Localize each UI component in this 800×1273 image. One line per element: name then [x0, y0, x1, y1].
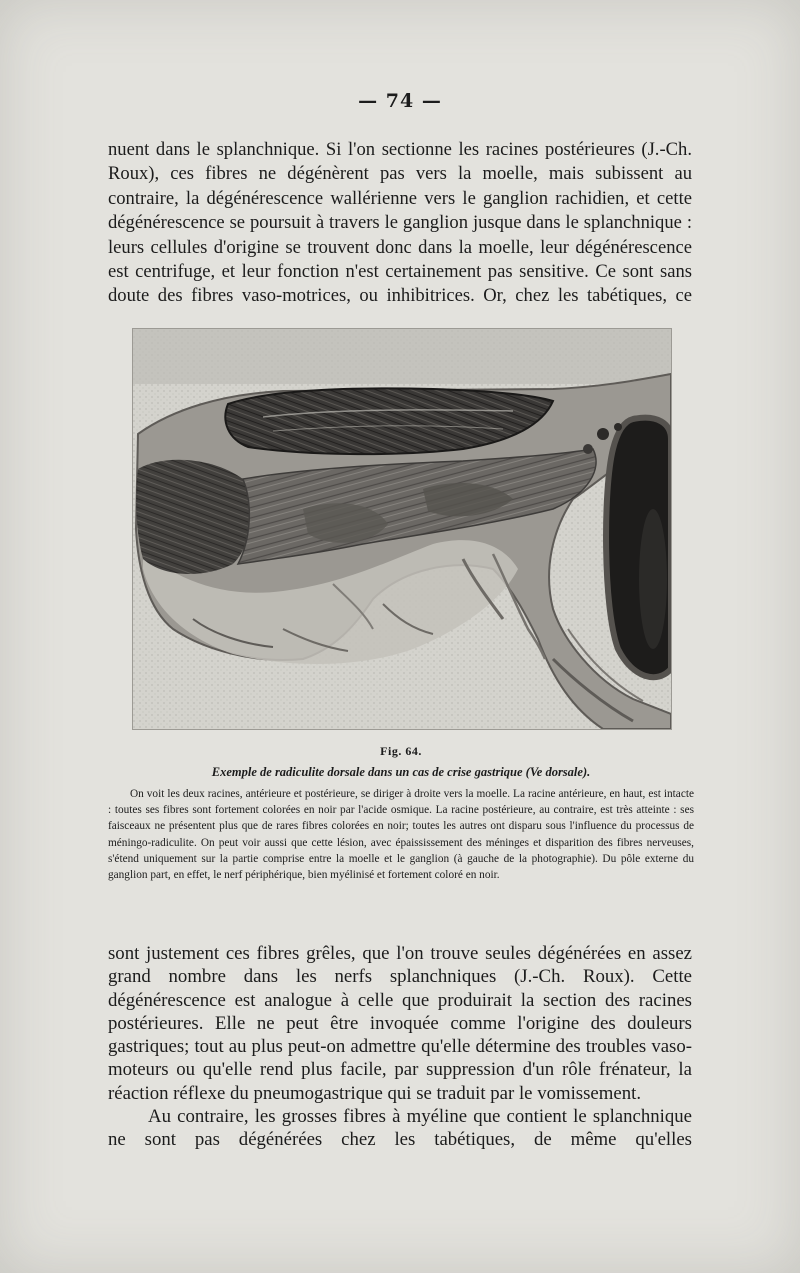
figure-caption	[108, 744, 694, 883]
figure-title: Exemple de radiculite dorsale dans un cas de crise gastrique (Ve dorsale).	[211, 765, 591, 779]
top-paragraph: nuent dans le splanchnique. Si l'on sectionne les racines postérieures (J.-Ch. Roux), ces fibres ne dégénèrent pas vers la moelle, mais subissent au contraire, la dégénérescence wallérienne vers le ganglion rachidien, et cette dégénérescence se poursuit à travers le ganglion jusque dans le splanchnique : leurs cellules d'origine se trouvent donc dans la moelle, leur dégénérescence est centrifuge, et leur fonction n'est certainement pas sensitive. Ce sont sans doute des fibres vaso-motrices, ou inhibitrices. Or, chez les tabétiques, ce	[108, 139, 692, 307]
bottom-paragraph-2: Au contraire, les grosses fibres à myéline que contient le splanchnique ne sont pas dégénérées chez les tabétiques, de même qu'elles	[108, 1106, 692, 1151]
figure-label: Fig. 64.	[380, 744, 422, 758]
histology-section-image	[133, 329, 671, 729]
page-number: — 74 —	[358, 90, 442, 112]
top-text-block	[108, 138, 692, 309]
figure-photograph	[132, 328, 672, 730]
bottom-text-block	[108, 942, 692, 1152]
bottom-paragraph-1: sont justement ces fibres grêles, que l'on trouve seules dégénérées en assez grand nombre dans les nerfs splanchniques (J.-Ch. Roux). Cette dégénérescence est analogue à celle que produirait la section des racines postérieures. Elle ne peut être invoquée comme l'origine des douleurs gastriques; tout au plus peut-on admettre qu'elle détermine des troubles vaso-moteurs ou qu'elle rend plus facile, par suppression d'un rôle frénateur, la réaction réflexe du pneumogastrique qui se traduit par le vomissement.	[108, 943, 692, 1104]
figure-description: On voit les deux racines, antérieure et postérieure, se diriger à droite vers la moelle. La racine antérieure, en haut, est intacte : toutes ses fibres sont fortement colorées en noir par l'acide osmique. La racine postérieure, au contraire, est très atteinte : ses faisceaux ne présentent plus que de rares fibres colorées en noir; toutes les autres ont disparu sous l'influence du processus de méningo-radiculite. On peut voir aussi que cette lésion, avec épaississement des méninges et disparition des fibres nerveuses, s'étend uniquement sur la partie comprise entre la moelle et le ganglion (à gauche de la photographie). Du pôle externe du ganglion part, en effet, le nerf périphérique, bien myélinisé et fortement coloré en noir.	[108, 788, 694, 882]
